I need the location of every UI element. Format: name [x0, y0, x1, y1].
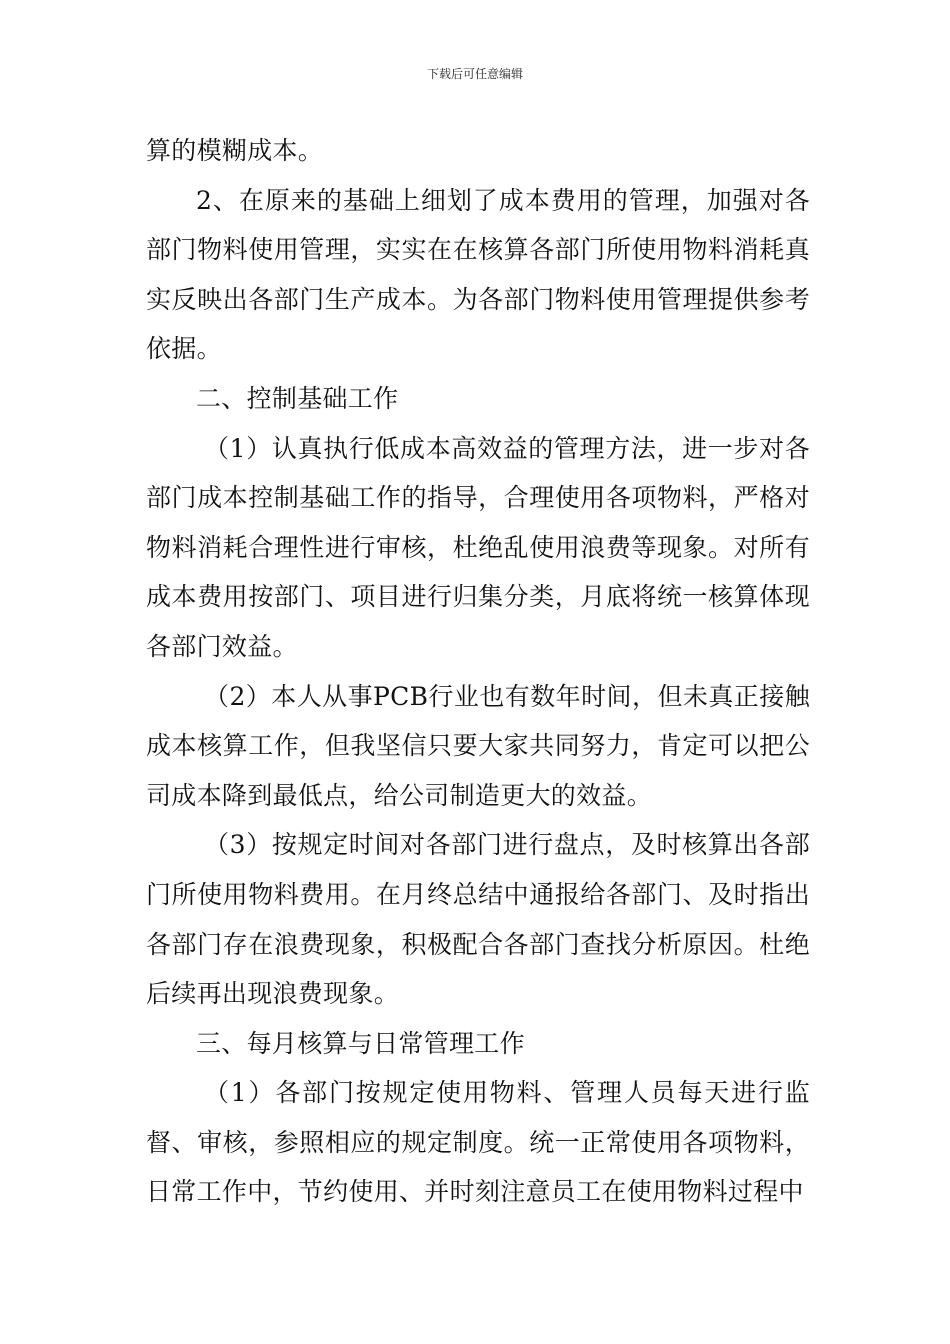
- paragraph-control-3: （3）按规定时间对各部门进行盘点，及时核算出各部门所使用物料费用。在月终总结中通报给各部门、及时指出各部门存在浪费现象，积极配合各部门查找分析原因。杜绝后续再出现浪费现象。: [146, 830, 810, 1009]
- section-heading-monthly-accounting: 三、每月核算与日常管理工作: [196, 1028, 525, 1058]
- page-header-note: 下载后可任意编辑: [426, 67, 523, 81]
- document-body: [146, 126, 810, 1217]
- paragraph-continuation: 算的模糊成本。: [146, 136, 324, 165]
- paragraph-item-2: 2、在原来的基础上细划了成本费用的管理，加强对各部门物料使用管理，实实在在核算各部门所使用物料消耗真实反映出各部门生产成本。为各部门物料使用管理提供参考依据。: [146, 185, 810, 364]
- paragraph-control-1: （1）认真执行低成本高效益的管理方法，进一步对各部门成本控制基础工作的指导，合理使用各项物料，严格对物料消耗合理性进行审核，杜绝乱使用浪费等现象。对所有成本费用按部门、项目进行归集分类，月底将统一核算体现各部门效益。: [146, 433, 810, 661]
- paragraph-monthly-1: （1）各部门按规定使用物料、管理人员每天进行监督、审核，参照相应的规定制度。统一正常使用各项物料，日常工作中，节约使用、并时刻注意员工在使用物料过程中: [146, 1078, 810, 1207]
- paragraph-control-2: （2）本人从事PCB行业也有数年时间，但未真正接触成本核算工作，但我坚信只要大家共同努力，肯定可以把公司成本降到最低点，给公司制造更大的效益。: [146, 681, 810, 810]
- section-heading-control-basics: 二、控制基础工作: [196, 383, 399, 413]
